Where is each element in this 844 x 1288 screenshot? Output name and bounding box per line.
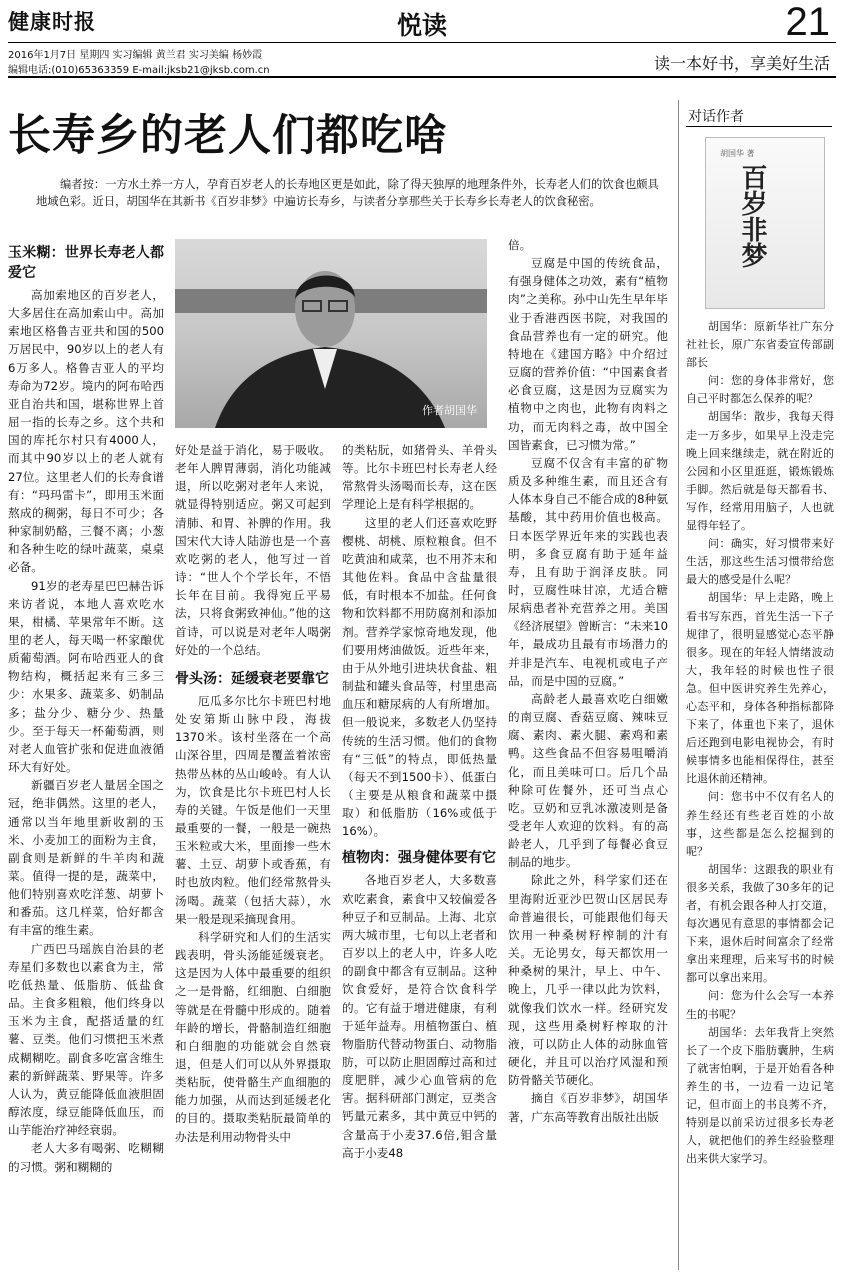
photo-caption: 作者胡国华: [422, 404, 477, 417]
book-cover-author: 胡国华 著: [720, 149, 755, 158]
sidebar-interview: [686, 318, 834, 1168]
author-photo: [175, 239, 487, 428]
subheading-bone-soup: 骨头汤：延缓衰老要靠它: [175, 670, 329, 687]
subheading-corn-porridge: 玉米糊：世界长寿老人都爱它: [8, 245, 164, 281]
paragraph: 除此之外，科学家们还在里海附近亚沙巴贺山区居民寿命普遍很长，可能跟他们每天饮用一种桑树籽榨制的汁有关。无论男女，每天都饮用一种桑树的果汁，早上、中午、晚上，几乎一律以此为饮料，就像我们饮水一样。经研究发现，这些用桑树籽榨取的汁液，可以防止人体的动脉血管硬化，并且可以治疗风湿和预防骨骼关节硬化。: [508, 873, 668, 1088]
paragraph: 这里的老人们还喜欢吃野樱桃、胡桃、原粒粮食。但不吃黄油和咸菜，也不用芥末和其他佐料。食品中含盐量很低，有时根本不加盐。任何食物和饮料都不用防腐剂和添加剂。营养学家惊奇地发现，他们要用烤油做饭。近些年来，由于从外地引进块状食盐、粗制盐和罐头食品等，村里患高血压和糖尿病的人有所增加。但一般说来，多数老人仍坚持传统的生活习惯。他们的食物有“三低”的特点，即低热量（每天不到1500卡）、低蛋白（主要是从粮食和蔬菜中摄取）和低脂肪（16%或低于16%）。: [342, 515, 497, 839]
section-slogan: 读一本好书，享美好生活: [653, 54, 830, 73]
paragraph: 高龄老人最喜欢吃白细嫩的南豆腐、香菇豆腐、辣味豆腐、素肉、素火腿、素鸡和素鸭。这些食品不但容易咀嚼消化，而且美味可口。后几个品种除可佐餐外，还可当点心吃。豆奶和豆乳冰激凌则是备受老年人欢迎的饮料。有的高龄老人，几乎到了每餐必食豆制品的地步。: [508, 691, 668, 870]
author-bio: 胡国华：原新华社广东分社社长，原广东省委宣传部副部长: [686, 320, 834, 370]
interview-question: 问：您为什么会写一本养生的书呢？: [686, 989, 834, 1021]
article-column-4: [508, 236, 668, 1126]
editor-contact: 编辑电话:(010)65363359 E-mail:jksb21@jksb.com.cn: [8, 65, 270, 76]
paragraph: 各地百岁老人，大多数喜欢吃素食，素食中又较偏爱各种豆子和豆制品。上海、北京两大城市里，七旬以上老者和百岁以上的老人中，许多人吃的副食中都含有豆制品。这种饮食爱好，是符合饮食科学的。它有益于增进健康，有利于延年益寿。用植物蛋白、植物脂肪代替动物蛋白、动物脂肪，可以防止胆固醇过高和过度肥胖，减少心血管病的危害。据科研部门测定，豆类含钙量元素多，其中黄豆中钙的含量高于小麦37.6倍,钼含量高于小麦48: [342, 873, 497, 1160]
interview-answer: 胡国华：散步，我每天得走一万多步，如果早上没走完晚上回来继续走，就在附近的公园和小区里逛逛，锻炼锻炼手脚。然后就是每天都看书、写作，经常用用脑子，人也就显得年轻了。: [686, 410, 834, 533]
interview-question: 问：您书中不仅有名人的养生经还有些老百姓的小故事，这些都是怎么挖掘到的呢？: [686, 790, 834, 858]
interview-answer: 胡国华：去年我背上突然长了一个皮下脂肪囊肿，生病了就害怕啊，于是开始看各种养生的书，一边看一边记笔记，但市面上的书良莠不齐，特别是以前采访过很多长寿老人，就把他们的养生经验整理出来供大家学习。: [686, 1025, 834, 1166]
sidebar-title: 对话作者: [688, 109, 744, 125]
interview-question: 问：确实，好习惯带来好生活，那这些生活习惯带给您最大的感受是什么呢？: [686, 537, 834, 587]
article-column-2: [175, 441, 331, 1146]
paragraph: 倍。: [508, 238, 532, 252]
header-rule-bottom: [8, 76, 836, 78]
citation: 摘自《百岁非梦》，胡国华著，广东高等教育出版社出版: [508, 1091, 668, 1124]
interview-answer: 胡国华：早上走路，晚上看书写东西，首先生活一下子规律了，很明显感觉心态平静很多。现在的年轻人情绪波动大，我年轻的时候也性子很急。但中医讲究养生先养心，心态平和，身体各种指标都降下来了，体重也下来了，退休后还跑到电影电视协会，有时候事情多也能相保得住，甚至比退休前还精神。: [686, 591, 834, 786]
article-column-1: [8, 240, 164, 1176]
paragraph: 老人大多有喝粥、吃糊糊的习惯。粥和糊糊的: [8, 1141, 164, 1174]
paragraph: 的类粘朊，如猪骨头、羊骨头等。比尔卡班巴村长寿老人经常熬骨头汤喝而长寿，这在医学理论上是有科学根据的。: [342, 443, 497, 512]
interview-question: 问：您的身体非常好，您自己平时都怎么保养的呢？: [686, 374, 834, 406]
newspaper-logo: 健康时报: [8, 9, 96, 34]
book-cover-title: 百岁非梦: [737, 164, 767, 268]
paragraph: 豆腐不仅含有丰富的矿物质及多种维生素，而且还含有人体本身自己不能合成的8种氨基酸，其中药用价值也极高。日本医学界近年来的实践也表明，多食豆腐有助于延年益寿，且有助于润泽皮肤。同时，豆腐性味甘凉，尤适合糖尿病患者补充营养之用。美国《经济展望》曾断言：“未来10年，最成功且最有市场潜力的并非是汽车、电视机或电子产品，而是中国的豆腐。”: [508, 455, 668, 688]
sidebar-title-rule: [686, 126, 832, 127]
portrait-figure: [175, 239, 487, 428]
paragraph: 高加索地区的百岁老人，大多居住在高加索山中。高加索地区格鲁吉亚共和国的500万居民中，90岁以上的老人有6万多人。格鲁吉亚人的平均寿命为72岁。境内的阿布哈西亚自治共和国，堪称世界上首屈一指的长寿之乡。这个共和国的库托尔村只有4000人，而其中90岁以上的老人就有27位。这里老人们的长寿食谱有：“玛玛雷卡”，即用玉米面熬成的稠粥，每日不可少；各种家制奶酪，三餐不离；小葱和各种生吃的绿叶蔬菜，桌桌必备。: [8, 288, 164, 575]
sidebar-divider: [678, 100, 679, 1270]
article-headline: 长寿乡的老人们都吃啥: [8, 111, 448, 161]
interview-answer: 胡国华：这跟我的职业有很多关系，我做了30多年的记者，有机会跟各种人打交道，每次遇见有意思的事情都会记下来，退休后时间富余了经常拿出来理理，后来写书的时候都可以拿出来用。: [686, 862, 834, 985]
book-cover-image: [705, 137, 825, 309]
paragraph: 豆腐是中国的传统食品，有强身健体之功效，素有“植物肉”之美称。孙中山先生早年毕业于香港西医书院，对我国的食品营养也有一定的研究。他特地在《建国方略》中介绍过豆腐的营养价值：“中国素食者必食豆腐，这是因为豆腐实为植物中之肉也，此物有肉料之功，而无肉料之毒，故中国全国皆素食，已习惯为常。”: [508, 256, 668, 452]
paragraph: 科学研究和人们的生活实践表明，骨头汤能延缓衰老。这是因为人体中最重要的组织之一是骨骼，红细胞、白细胞等就是在骨髓中形成的。随着年龄的增长，骨骼制造红细胞和白细胞的功能就会自然衰退，但是人们可以从外界摄取类粘朊，使骨骼生产血细胞的能力加强，从而达到延缓老化的目的。摄取类粘朊最简单的办法是利用动物骨头中: [175, 929, 331, 1144]
paragraph: 厄瓜多尔比尔卡班巴村地处安第斯山脉中段，海拔1370米。该村坐落在一个高山深谷里，四周是覆盖着浓密热带丛林的丛山峻岭。有人认为，饮食是比尔卡班巴村人长寿的关键。午饭是他们一天里最重要的一餐，一般是一碗热玉米粒或大米，里面掺一些木薯、土豆、胡萝卜或香蕉，有时也放肉粒。他们经常熬骨头汤喝。蔬菜（包括大蒜），水果一般是现采摘现食用。: [175, 693, 331, 926]
header-rule: [8, 42, 836, 43]
section-title: 悦读: [396, 11, 447, 40]
editor-note: 编者按：一方水土养一方人，孕育百岁老人的长寿地区更是如此，除了得天独厚的地理条件外，长寿老人们的饮食也颇具地域色彩。近日，胡国华在其新书《百岁非梦》中遍访长寿乡，与读者分享那些关于长寿乡长寿老人的饮食秘密。: [36, 178, 659, 208]
paragraph: 91岁的老寿星巴巴赫告诉来访者说，本地人喜欢吃水果，柑橘、苹果常年不断。这里的老人，每天喝一杯家酿优质葡萄酒。阿布哈西亚人的食物结构，概括起来有三多三少：水果多、蔬菜多、奶制品多；盐分少、糖分少、热量少。至于每天一杯葡萄酒，则对老人血管扩张和促进血液循环大有好处。: [8, 578, 164, 775]
paragraph: 广西巴马瑶族自治县的老寿星们多数也以素食为主，常吃低热量、低脂肪、低盐食品。主食多粗粮，他们终身以玉米为主食，配搭适量的红薯、豆类。他们习惯把玉米煮成糊糊吃。副食多吃富含维生素的新鲜蔬菜、野果等。许多人认为，黄豆能降低血液胆固醇浓度，绿豆能降低血压，而山芋能治疗神经衰弱。: [8, 941, 164, 1138]
paragraph: 好处是益于消化，易于吸收。老年人脾胃薄弱，消化功能减退，所以吃粥对老年人来说，就显得特别适应。粥又可起到清肺、和胃、补脾的作用。我国宋代大诗人陆游也是一个喜欢吃粥的老人，他写过一首诗：“世人个个学长年，不悟长年在目前。我得宛丘平易法，只将食粥致神仙。”他的这首诗，可以说是对老年人喝粥好处的一个总结。: [175, 443, 331, 657]
paragraph: 新疆百岁老人量居全国之冠，绝非偶然。这里的老人，通常以当年地里新收割的玉米、小麦加工的面粉为主食，副食则是新鲜的牛羊肉和蔬菜。值得一提的是，蔬菜中，他们特别喜欢吃洋葱、胡萝卜和番茄。这几样菜，恰好都含有丰富的维生素。: [8, 778, 164, 938]
article-column-3: [342, 441, 497, 1162]
page-number: 21: [785, 0, 830, 44]
issue-meta: 2016年1月7日 星期四 实习编辑 黄兰君 实习美编 杨妙霞: [8, 50, 263, 61]
subheading-plant-meat: 植物肉：强身健体要有它: [342, 850, 496, 867]
